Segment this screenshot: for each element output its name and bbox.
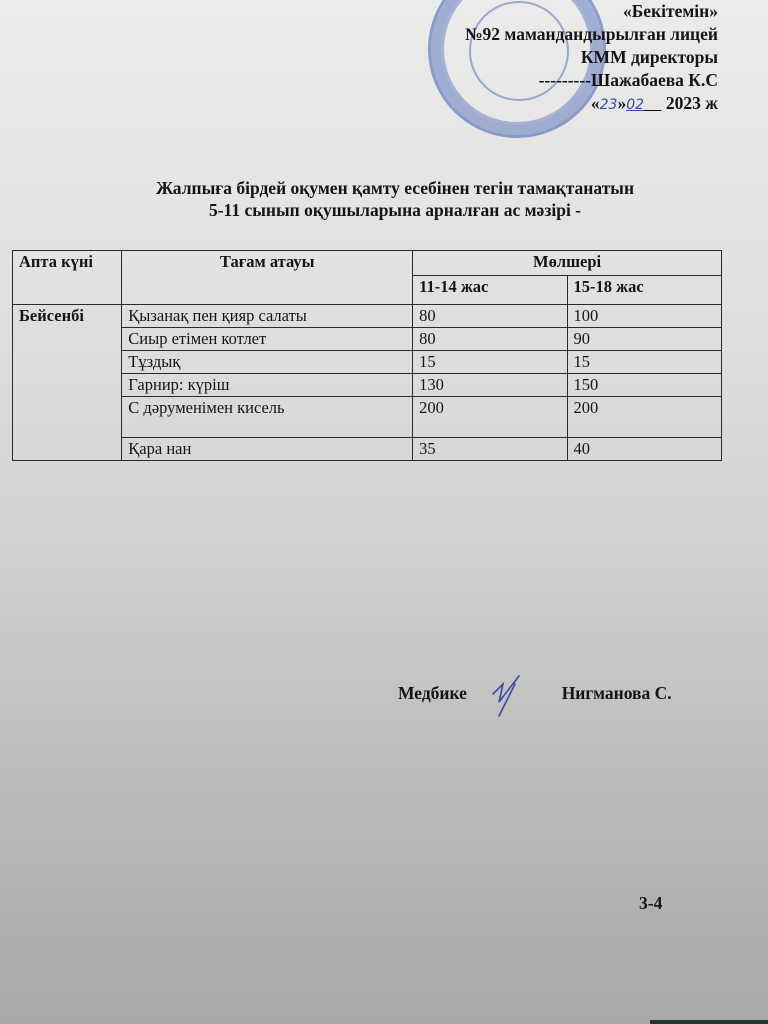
dish-cell: Тұздық <box>122 351 413 374</box>
page-number: 3-4 <box>639 893 663 913</box>
amount-11-14-cell: 80 <box>413 305 567 328</box>
header-amount: Мөлшері <box>413 251 722 276</box>
amount-11-14-cell: 130 <box>413 374 567 397</box>
background-edge <box>650 1020 768 1024</box>
title-line-2: 5-11 сынып оқушыларына арналған ас мәзірі - <box>208 200 582 220</box>
date-open-quote: « <box>590 93 600 113</box>
approval-organization: №92 мамандандырылған лицей <box>464 24 718 44</box>
amount-11-14-cell: 200 <box>413 397 567 438</box>
date-blank <box>644 93 662 113</box>
approval-heading: «Бекітемін» <box>622 1 718 21</box>
amount-11-14-cell: 15 <box>413 351 567 374</box>
amount-11-14-cell: 80 <box>413 328 567 351</box>
dish-cell: Қызанақ пен қияр салаты <box>122 305 413 328</box>
document-title <box>0 177 768 221</box>
date-day-handwritten: 23 <box>599 97 618 113</box>
approval-date <box>465 92 718 117</box>
amount-15-18-cell: 150 <box>567 374 721 397</box>
table-row <box>13 305 722 328</box>
approval-position: КММ директоры <box>580 47 718 67</box>
header-age-15-18: 15-18 жас <box>567 276 721 305</box>
nurse-signature-block <box>398 680 672 710</box>
handwritten-signature-icon <box>485 680 545 710</box>
amount-15-18-cell: 200 <box>567 397 721 438</box>
date-close-quote: » <box>617 93 627 113</box>
dish-cell: Сиыр етімен котлет <box>122 328 413 351</box>
menu-table <box>12 250 722 461</box>
dish-cell: Гарнир: күріш <box>122 374 413 397</box>
signature-role: Медбике <box>398 683 467 704</box>
approval-name: ---------Шажабаева К.С <box>538 70 718 90</box>
day-cell: Бейсенбі <box>13 305 122 461</box>
amount-15-18-cell: 100 <box>567 305 721 328</box>
dish-cell: Қара нан <box>122 438 413 461</box>
header-row <box>13 251 722 276</box>
amount-11-14-cell: 35 <box>413 438 567 461</box>
amount-15-18-cell: 90 <box>567 328 721 351</box>
header-day: Апта күні <box>13 251 122 305</box>
title-line-1: Жалпыға бірдей оқумен қамту есебінен тегін тамақтанатын <box>155 178 635 198</box>
header-dish: Тағам атауы <box>122 251 413 305</box>
signature-name: Нигманова С. <box>561 683 672 704</box>
header-age-11-14: 11-14 жас <box>413 276 567 305</box>
amount-15-18-cell: 15 <box>567 351 721 374</box>
date-year: 2023 ж <box>665 93 718 113</box>
amount-15-18-cell: 40 <box>567 438 721 461</box>
date-month-handwritten: 02 <box>626 97 645 113</box>
dish-cell: С дәруменімен кисель <box>122 397 413 438</box>
approval-block <box>465 0 718 117</box>
